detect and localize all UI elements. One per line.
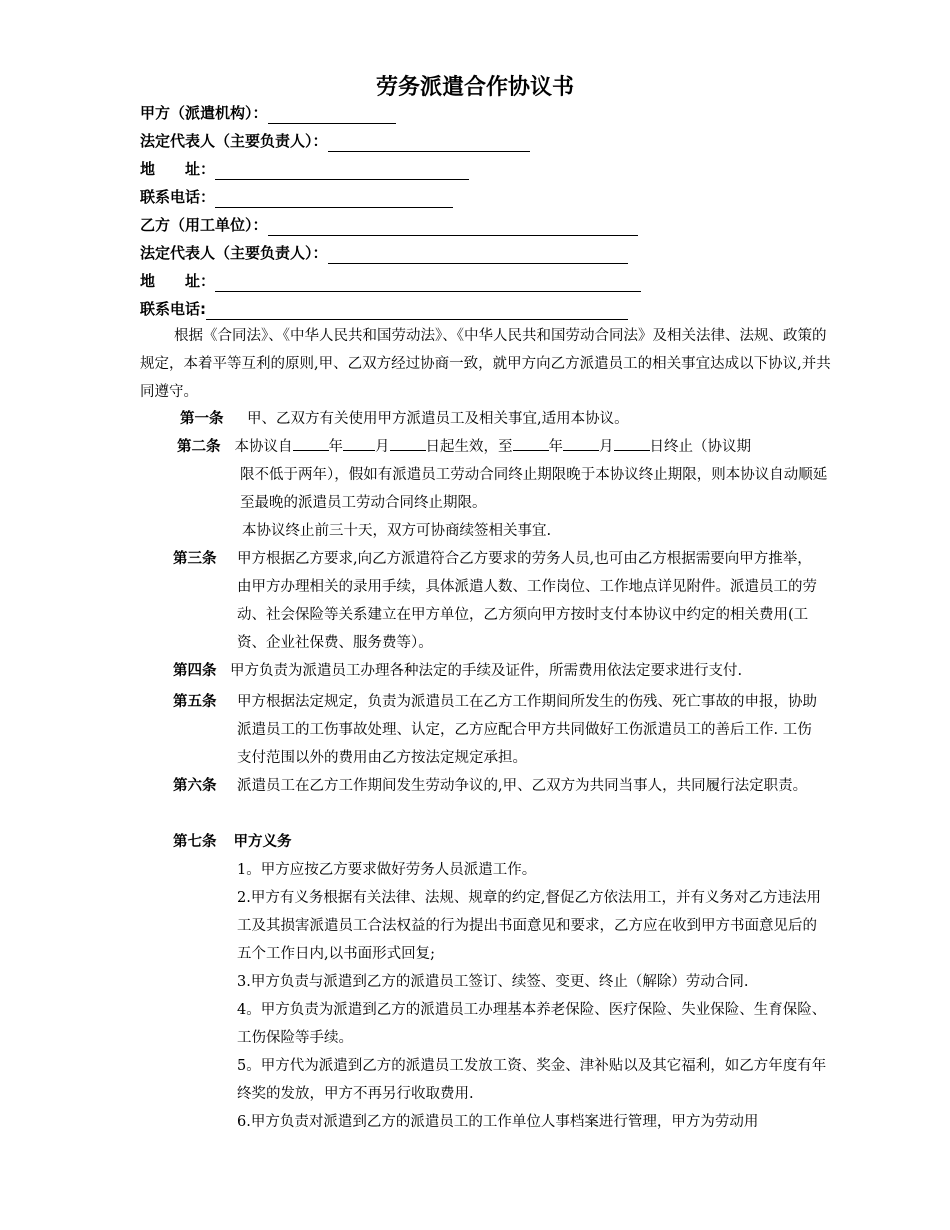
- party-b-phone-field: 联系电话:: [140, 298, 628, 320]
- party-b-address-field: 地 址：: [140, 270, 641, 292]
- intro-paragraph: 根据《合同法》、《中华人民共和国劳动法》、《中华人民共和国劳动合同法》及相关法律、法规、政策的规定，本着平等互利的原则,甲、乙双方经过协商一致，就甲方向乙方派遣员工的相关事宜达成以下协议,并共同遵守。: [140, 328, 831, 400]
- party-b-rep-field: 法定代表人（主要负责人）：: [140, 242, 628, 264]
- party-a-address-field: 地 址：: [140, 158, 469, 180]
- article-2-first-line: 第二条 本协议自 年 月 日起生效，至 年 月 日终止（协议期: [177, 433, 751, 461]
- article-6-text: 派遣员工在乙方工作期间发生劳动争议的,甲、乙双方为共同当事人，共同履行法定职责。: [237, 778, 808, 794]
- page-title: 劳务派遣合作协议书: [375, 75, 574, 100]
- article-2-extra: 本协议终止前三十天，双方可协商续签相关事宜.: [242, 523, 552, 539]
- party-a-phone-field: 联系电话：: [140, 186, 453, 208]
- article-7-heading: [173, 828, 292, 856]
- article-7-title: 甲方义务: [233, 834, 292, 850]
- article-1-label: 第一条: [180, 411, 224, 427]
- party-b-name-field: 乙方（用工单位）：: [140, 214, 638, 236]
- article-2-label: 第二条: [177, 439, 221, 455]
- article-3-label: 第三条: [173, 551, 217, 567]
- article-3-text: 甲方根据乙方要求,向乙方派遣符合乙方要求的劳务人员,也可由乙方根据需要向甲方推举，由甲方办理相关的录用手续，具体派遣人数、工作岗位、工作地点详见附件。派遣员工的劳动、社会保险等关系建立在甲方单位，乙方须向甲方按时支付本协议中约定的相关费用(工资、企业社保费、服务费等）。: [237, 551, 817, 651]
- article-7-label: 第七条: [173, 834, 217, 850]
- article-6-label: 第六条: [173, 778, 217, 794]
- article-4-label: 第四条: [173, 663, 217, 679]
- article-5-label: 第五条: [173, 694, 217, 710]
- article-5-text: 甲方根据法定规定，负责为派遣员工在乙方工作期间所发生的伤残、死亡事故的申报，协助派遣员工的工伤事故处理、认定，乙方应配合甲方共同做好工伤派遣员工的善后工作. 工伤支付范围以外的费用由乙方按法定规定承担。: [237, 694, 817, 766]
- article-1-text: 甲、乙双方有关使用甲方派遣员工及相关事宜,适用本协议。: [247, 411, 629, 427]
- party-a-name-field: 甲方（派遣机构）：: [140, 102, 396, 124]
- party-a-rep-field: 法定代表人（主要负责人）：: [140, 130, 530, 152]
- document-page: 劳务派遣合作协议书 甲方（派遣机构）： 法定代表人（主要负责人）： 地 址： 联系电话： 乙方（用工单位）： 法定代表人（主要负责人）： 地 址： 联系电话: 根据《合同法》、《中华人民共和国劳动法》、《中华人民共和国劳动合同法》及相关法律、法规、政策的规定，本着平等互利的原则,甲、乙双方经过协商一致，就甲方向乙方派遣员工的相关事宜达成以下协议,并共同遵守。 第一条 甲、乙双方有关使用甲方派遣员工及相关事宜,适用本协议。 第二条 本协议自 年 月 日起生效，至 年 月 日终止（协议期 限不低于两年），假如有派遣员工劳动合同终止期限晚于本协议终止期限，则本协议自动顺延至最晚的派遣员工劳动合同终止期限。 本协议终止前三十天，双方可协商续签相关事宜. 第三条 甲方根据乙方要求,向乙方派遣符合乙方要求的劳务人员,也可由乙方根据需要向甲方推举，由甲方办理相关的录用手续，具体派遣人数、工作岗位、工作地点详见附件。派遣员工的劳动、社会保险等关系建立在甲方单位，乙方须向甲方按时支付本协议中约定的相关费用(工资、企业社保费、服务费等）。 第四条 甲方负责为派遣员工办理各种法定的手续及证件，所需费用依法定要求进行支付. 第五条 甲方根据法定规定，负责为派遣员工在乙方工作期间所发生的伤残、死亡事故的申报，协助派遣员工的工伤事故处理、认定，乙方应配合甲方共同做好工伤派遣员工的善后工作. 工伤支付范围以外的费用由乙方按法定规定承担。 第六条 派遣员工在乙方工作期间发生劳动争议的,甲、乙双方为共同当事人，共同履行法定职责。 第七条 甲方义务 1。甲方应按乙方要求做好劳务人员派遣工作。 2.甲方有义务根据有关法律、法规、规章的约定,督促乙方依法用工，并有义务对乙方违法用工及其损害派遣员工合法权益的行为提出书面意见和要求，乙方应在收到甲方书面意见后的五个工作日内,以书面形式回复; 3.甲方负责与派遣到乙方的派遣员工签订、续签、变更、终止（解除）劳动合同. 4。甲方负责为派遣到乙方的派遣员工办理基本养老保险、医疗保险、失业保险、生育保险、工伤保险等手续。 5。甲方代为派遣到乙方的派遣员工发放工资、奖金、津补贴以及其它福利，如乙方年度有年终奖的发放，甲方不再另行收取费用. 6.甲方负责对派遣到乙方的派遣员工的工作单位人事档案进行管理，甲方为劳动用: [0, 0, 950, 1230]
- article-4-text: 甲方负责为派遣员工办理各种法定的手续及证件，所需费用依法定要求进行支付.: [230, 663, 743, 679]
